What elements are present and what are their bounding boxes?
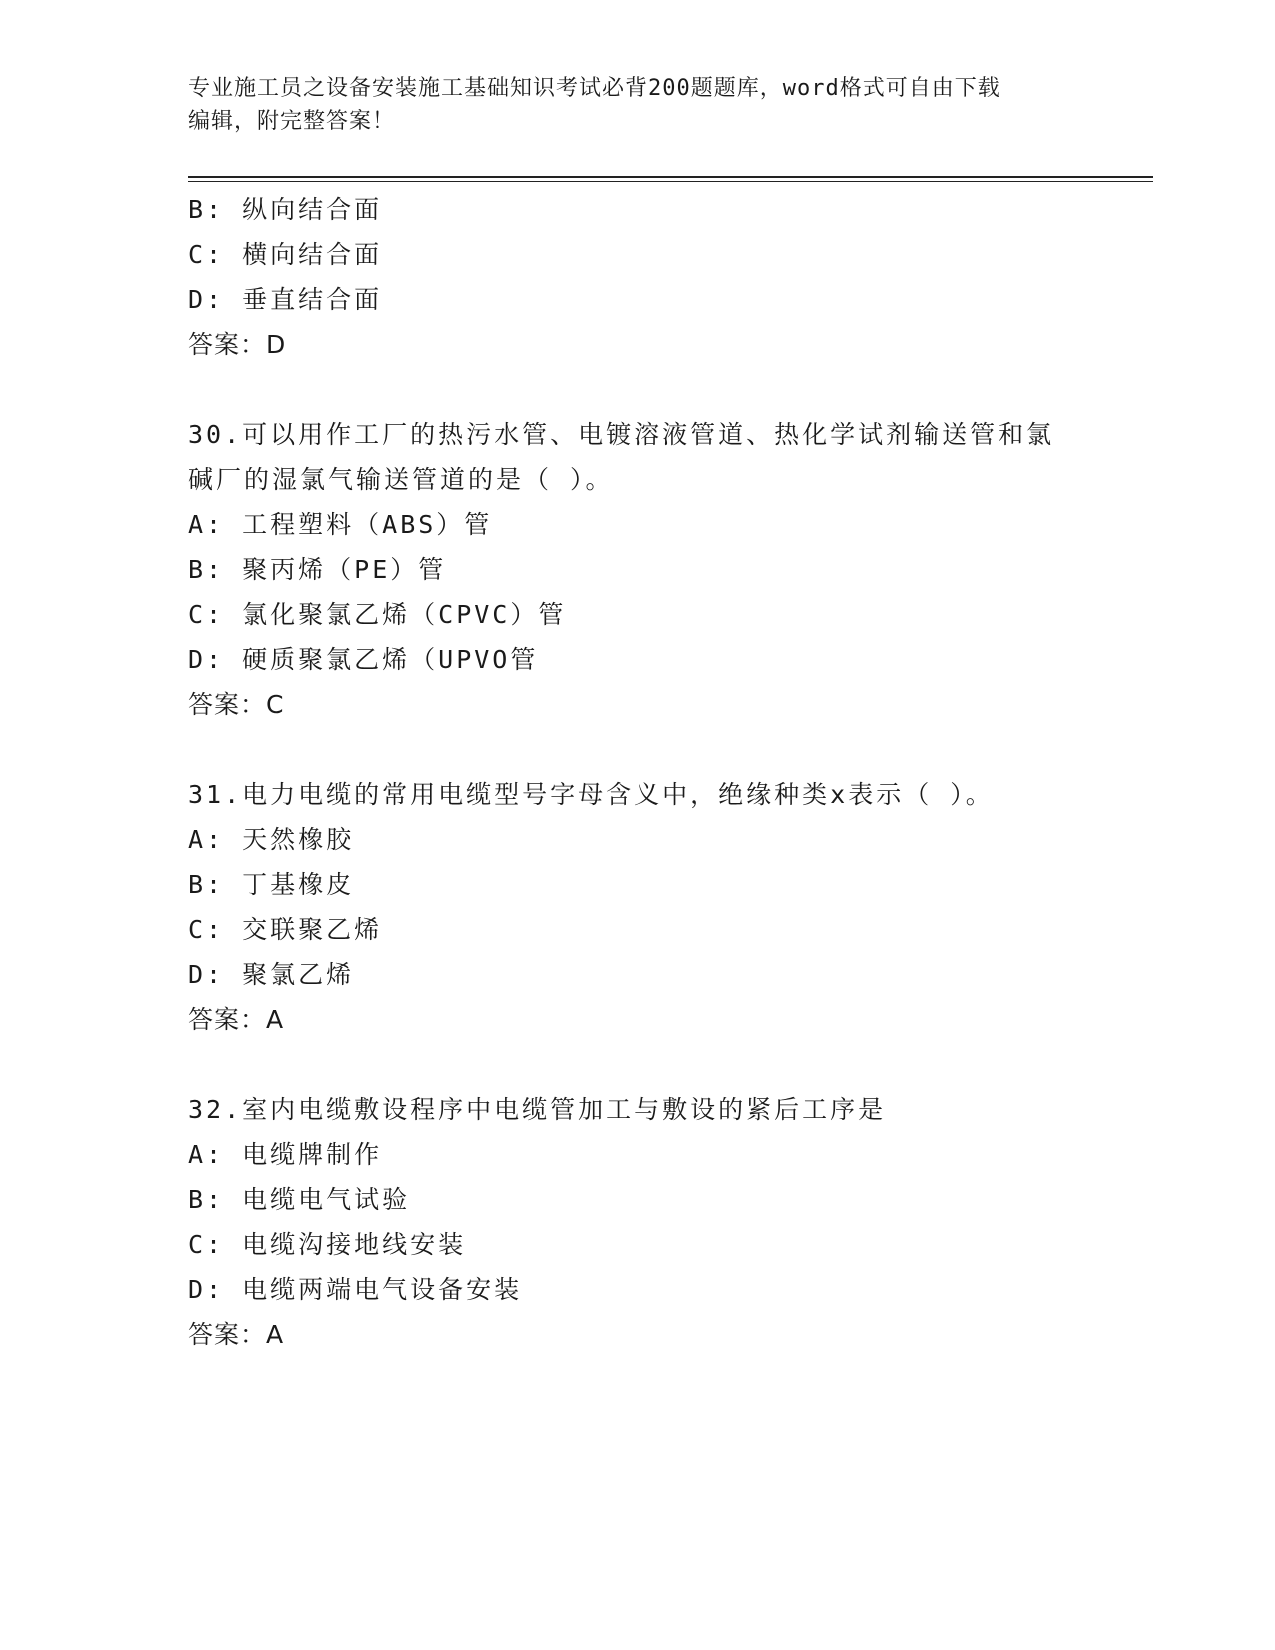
- q29-option-b: B: 纵向结合面: [188, 195, 383, 224]
- q30-option-c: C: 氯化聚氯乙烯（CPVC）管: [188, 600, 567, 629]
- q32-option-b: B: 电缆电气试验: [188, 1185, 411, 1214]
- header-line-1: 专业施工员之设备安装施工基础知识考试必背200题题库，word格式可自由下载: [188, 76, 1001, 101]
- q32-question: 32.室内电缆敷设程序中电缆管加工与敷设的紧后工序是: [188, 1095, 887, 1124]
- q31-question: 31.电力电缆的常用电缆型号字母含义中，绝缘种类x表示（ ）。: [188, 780, 994, 809]
- document-header: [188, 72, 1068, 138]
- q30-answer: 答案：C: [188, 690, 285, 719]
- q31-answer: 答案：A: [188, 1005, 285, 1034]
- q31-option-c: C: 交联聚乙烯: [188, 915, 383, 944]
- header-divider-thin: [188, 181, 1153, 182]
- header-line-2: 编辑，附完整答案！: [188, 109, 396, 134]
- q29-option-c: C: 横向结合面: [188, 240, 383, 269]
- q32-answer: 答案：A: [188, 1320, 285, 1349]
- header-divider-thick: [188, 176, 1153, 178]
- q30-option-b: B: 聚丙烯（PE）管: [188, 555, 447, 584]
- q30-question-line-1: 30.可以用作工厂的热污水管、电镀溶液管道、热化学试剂输送管和氯: [188, 420, 1055, 449]
- q32-option-a: A: 电缆牌制作: [188, 1140, 383, 1169]
- q31-option-d: D: 聚氯乙烯: [188, 960, 355, 989]
- q31-option-b: B: 丁基橡皮: [188, 870, 355, 899]
- q30-option-d: D: 硬质聚氯乙烯（UPVO管: [188, 645, 539, 674]
- q32-option-c: C: 电缆沟接地线安装: [188, 1230, 467, 1259]
- q29-option-d: D: 垂直结合面: [188, 285, 383, 314]
- q32-option-d: D: 电缆两端电气设备安装: [188, 1275, 523, 1304]
- q29-answer: 答案：D: [188, 330, 287, 359]
- q30-question-line-2: 碱厂的湿氯气输送管道的是（ ）。: [188, 465, 614, 494]
- q31-option-a: A: 天然橡胶: [188, 825, 355, 854]
- q30-option-a: A: 工程塑料（ABS）管: [188, 510, 493, 539]
